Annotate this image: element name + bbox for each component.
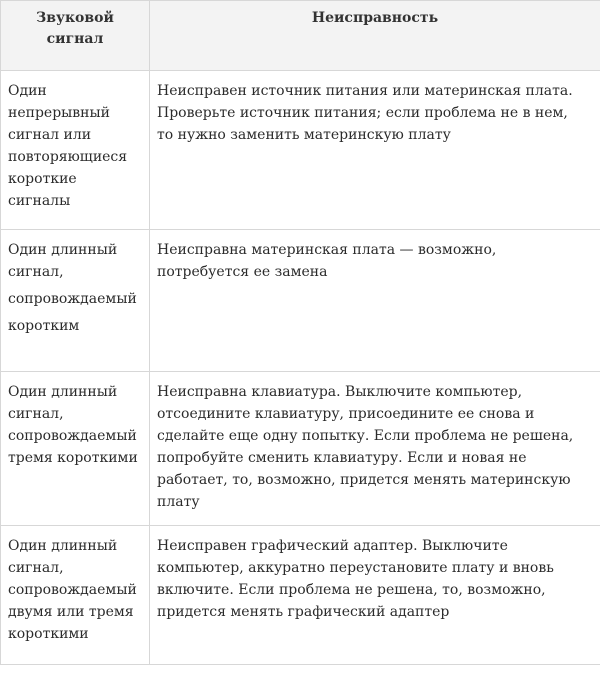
signal-line: коротким xyxy=(8,318,80,334)
signal-line: сопровождаемый xyxy=(8,291,137,307)
table-row xyxy=(1,71,600,230)
fault-cell: Неисправен источник питания или материнская плата. Проверьте источник питания; если проблема не в нем, то нужно заменить материнскую плату xyxy=(150,71,600,230)
header-fault: Неисправность xyxy=(150,1,600,71)
table-row xyxy=(1,526,600,665)
signal-line: Один длинный xyxy=(8,242,118,258)
table-row xyxy=(1,230,600,372)
signal-line: сигнал, xyxy=(8,264,64,280)
signal-cell: Один длинный сигнал, сопровождаемый тремя короткими xyxy=(1,372,150,526)
fault-cell: Неисправен графический адаптер. Выключите компьютер, аккуратно переустановите плату и вновь включите. Если проблема не решена, то, возможно, придется менять графический адаптер xyxy=(150,526,600,665)
fault-cell: Неисправна клавиатура. Выключите компьютер, отсоедините клавиатуру, присоедините ее снова и сделайте еще одну попытку. Если проблема не решена, попробуйте сменить клавиатуру. Если и новая не работает, то, возможно, придется менять материнскую плату xyxy=(150,372,600,526)
signal-cell: Один длинный сигнал, сопровождаемый двумя или тремя короткими xyxy=(1,526,150,665)
table-row xyxy=(1,372,600,526)
signal-cell xyxy=(1,230,150,372)
fault-cell: Неисправна материнская плата — возможно, потребуется ее замена xyxy=(150,230,600,372)
signal-cell: Один непрерывный сигнал или повторяющиеся короткие сигналы xyxy=(1,71,150,230)
table-header-row xyxy=(1,1,600,71)
header-signal: Звуковой сигнал xyxy=(1,1,150,71)
